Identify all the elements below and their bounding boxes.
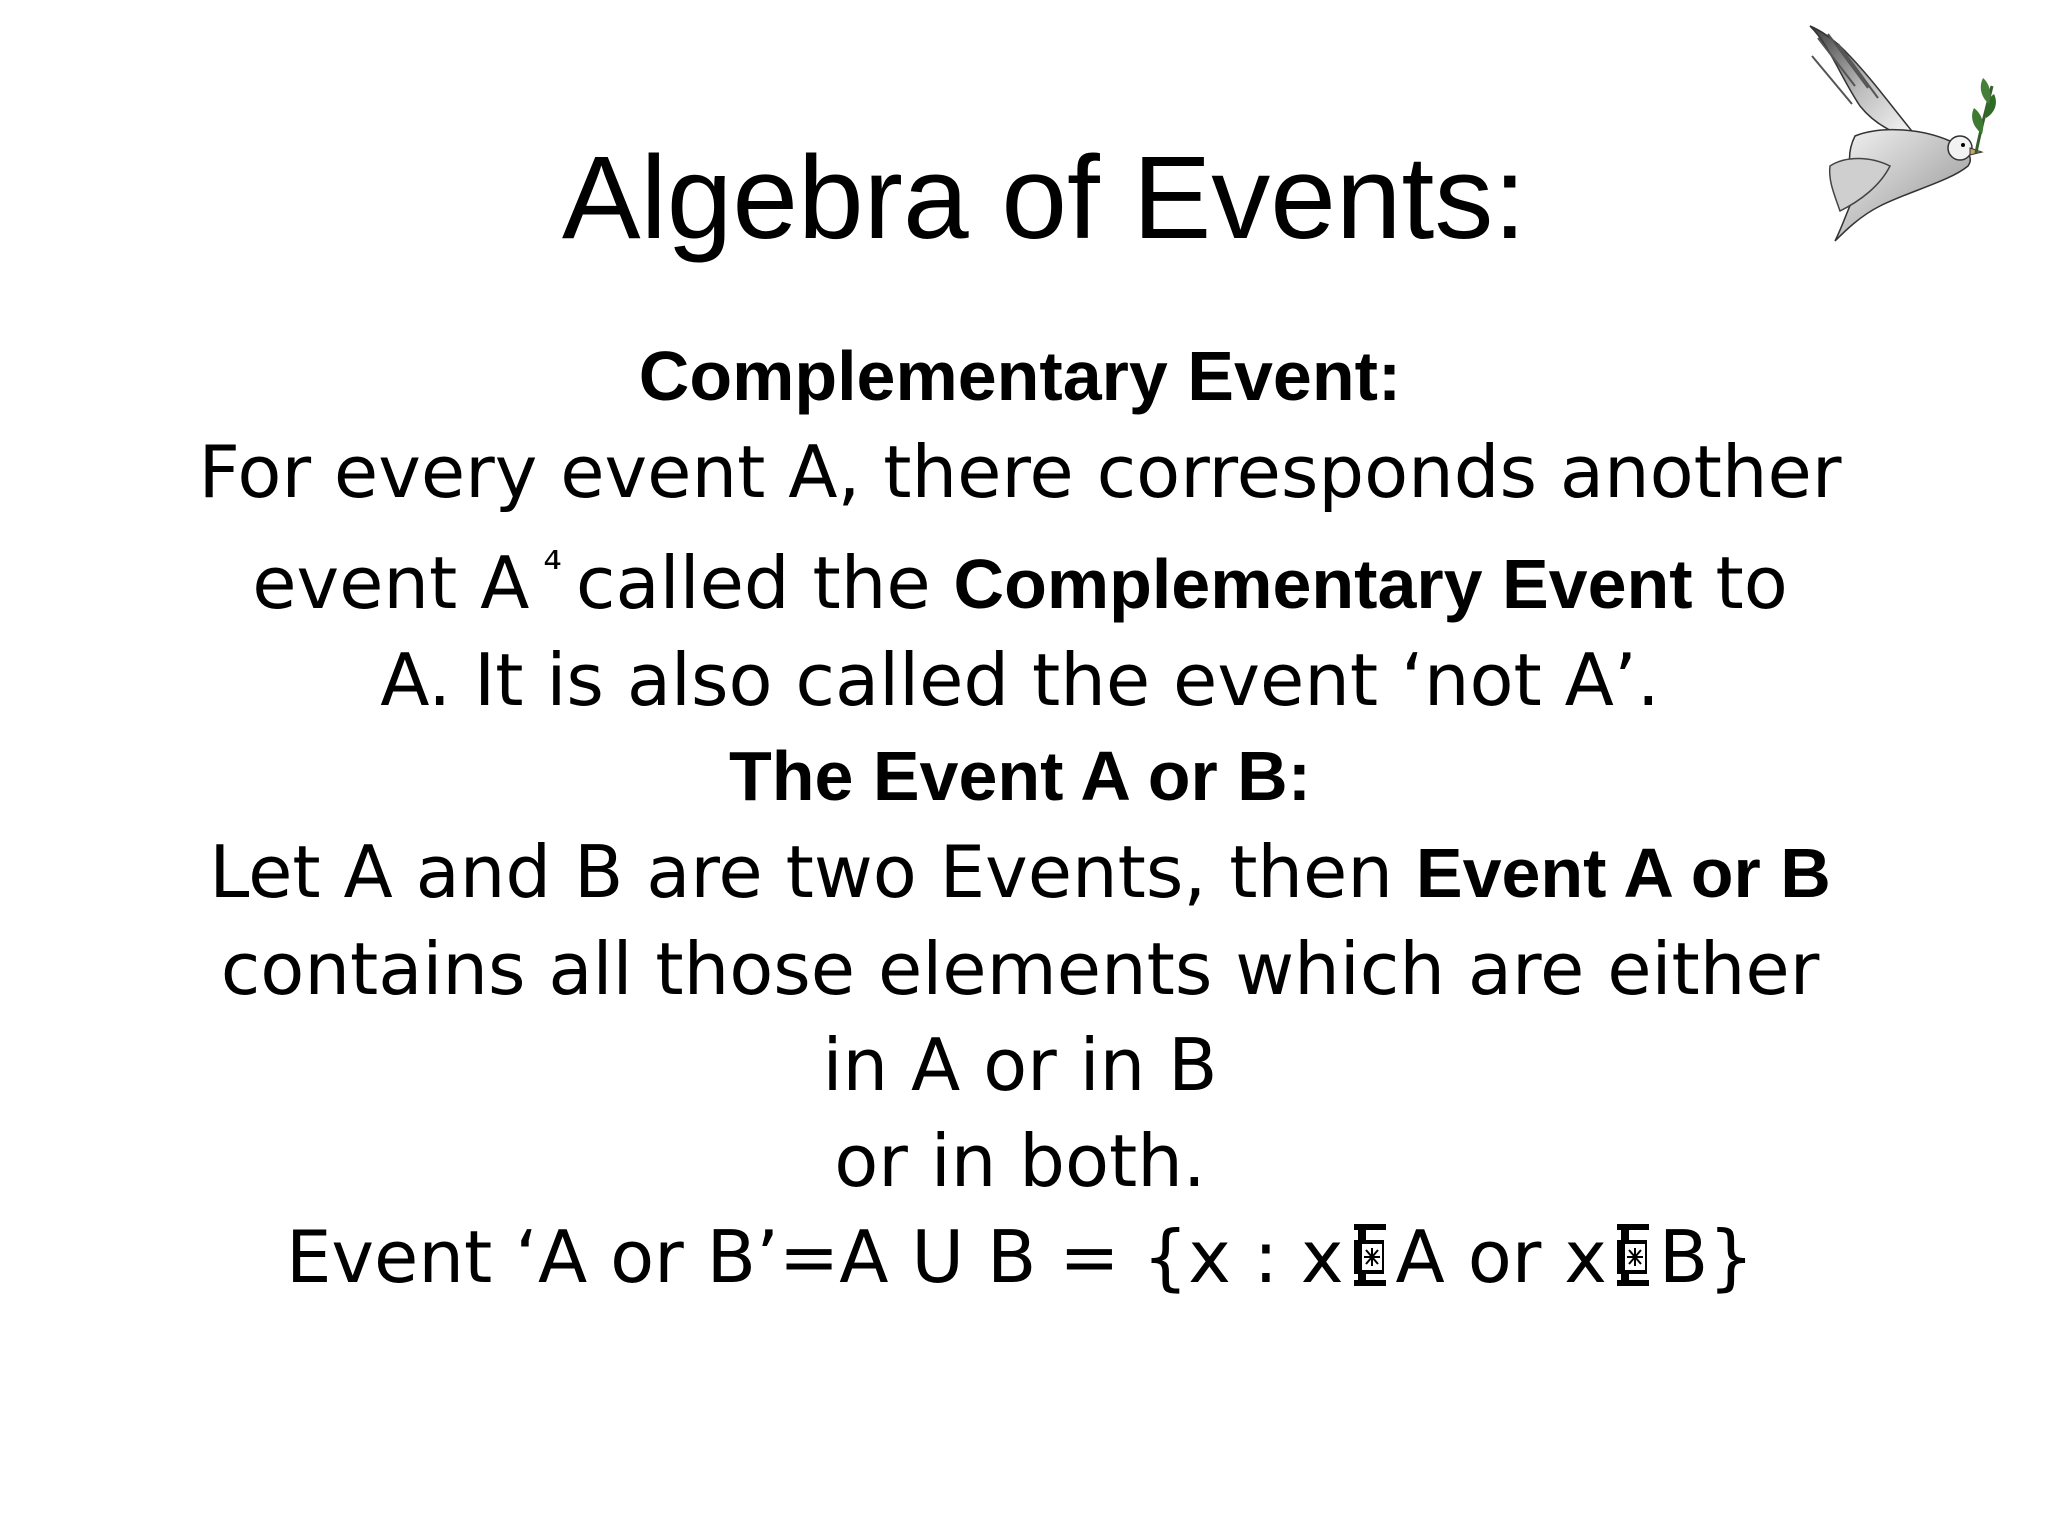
slide-title: Algebra of Events:: [561, 132, 1527, 264]
complementary-event-term: Complementary Event: [953, 545, 1693, 623]
complementary-event-heading: Complementary Event:: [638, 337, 1402, 415]
union-formula: Event ‘A or B’=A U B = {x : x A or x B}: [285, 1215, 1755, 1299]
event-a-or-b-heading: The Event A or B:: [728, 737, 1312, 815]
union-line-4: or in both.: [834, 1119, 1206, 1203]
slide-body: [140, 328, 1900, 1305]
complement-superscript: ⁴: [543, 541, 562, 595]
union-line-1: Let A and B are two Events, then Event A or B: [209, 830, 1831, 914]
element-of-symbol-icon: [1350, 1218, 1390, 1290]
event-a-or-b-term: Event A or B: [1415, 834, 1831, 912]
complementary-line-1: For every event A, there corresponds another: [198, 430, 1842, 514]
complementary-line-3: A. It is also called the event ‘not A’.: [380, 638, 1660, 722]
union-line-2: contains all those elements which are either: [220, 927, 1820, 1011]
complementary-line-2: event A $^{^4}$ called the Complementary Event to: [252, 541, 1788, 625]
dove-with-olive-branch-icon: [1800, 16, 2000, 246]
union-line-3: in A or in B: [822, 1023, 1218, 1107]
element-of-symbol-icon: [1613, 1218, 1653, 1290]
